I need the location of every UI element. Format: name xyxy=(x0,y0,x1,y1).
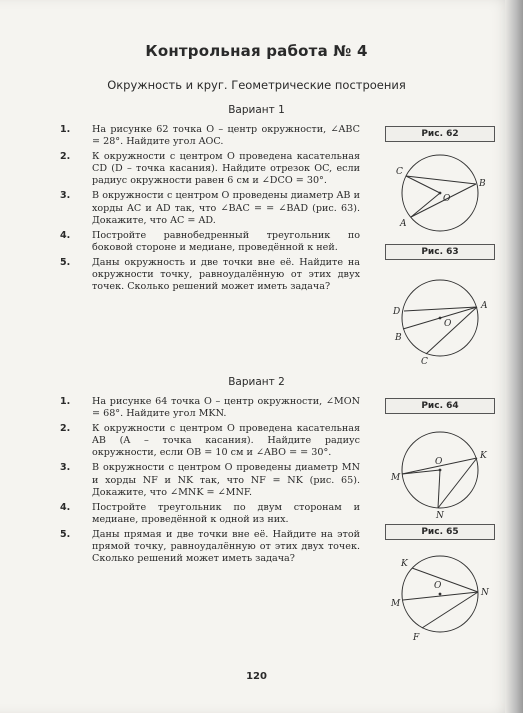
figure-65-drawing xyxy=(385,542,495,646)
chord-ac xyxy=(426,307,477,354)
chord-cb xyxy=(406,176,476,184)
point-label: B xyxy=(479,179,486,189)
problem-item xyxy=(60,124,360,148)
problem-text: Даны прямая и две точки вне её. Найдите на этой прямой точку, равноудалённую от этих двух точек. Сколько решений может иметь задача? xyxy=(92,528,360,565)
figure-63-drawing xyxy=(385,262,495,366)
variant-2-heading: Вариант 2 xyxy=(228,376,285,388)
point-label: C xyxy=(421,357,428,366)
page-edge-shadow xyxy=(505,0,523,713)
point-label: F xyxy=(413,633,420,643)
problem-text: На рисунке 64 точка O – центр окружности, ∠MON = 68°. Найдите угол MKN. xyxy=(92,396,360,420)
problem-number: 1. xyxy=(60,396,71,407)
point-label: O xyxy=(444,319,452,329)
problem-item xyxy=(60,396,360,420)
problem-item xyxy=(60,257,360,293)
problem-text: На рисунке 62 точка O – центр окружности, ∠ABC = 28°. Найдите угол AOC. xyxy=(92,124,360,148)
problem-number: 5. xyxy=(60,256,71,268)
figure-label: Рис. 62 xyxy=(385,126,495,142)
figure-62 xyxy=(385,126,495,236)
problem-text: Постройте равнобедренный треугольник по боковой стороне и медиане, проведённой к ней. xyxy=(92,229,360,253)
point-label: O xyxy=(443,194,451,204)
figure-label: Рис. 63 xyxy=(385,244,495,260)
problem-number: 4. xyxy=(60,229,71,241)
point-label: O xyxy=(434,581,442,591)
page-subtitle: Окружность и круг. Геометрические построения xyxy=(107,78,406,92)
figure-64-drawing xyxy=(385,416,495,520)
center-point xyxy=(439,593,442,596)
problem-number: 3. xyxy=(60,462,71,474)
figure-64 xyxy=(385,398,495,520)
point-label: C xyxy=(396,167,403,177)
center-point xyxy=(439,469,442,472)
point-label: N xyxy=(436,511,444,520)
problem-text: В окружности с центром O проведены диаметр MN и хорды NF и NK так, что NF = NK (рис. 65). Докажите, что ∠MNK = ∠MNF. xyxy=(92,462,360,498)
problem-number: 1. xyxy=(60,124,71,135)
problem-text: В окружности с центром O проведены диаметр AB и хорды AC и AD так, что ∠BAC = = ∠BAD (рис. 63). Докажите, что AC = AD. xyxy=(92,190,360,226)
point-label: O xyxy=(435,457,443,467)
figure-label: Рис. 64 xyxy=(385,398,495,414)
center-point xyxy=(439,317,442,320)
point-label: B xyxy=(395,333,402,343)
problem-text: К окружности с центром O проведена касательная CD (D – точка касания). Найдите отрезок OC, если радиус окружности равен 6 см и ∠DCO = 30°. xyxy=(92,151,360,187)
point-label: M xyxy=(391,473,401,483)
variant-2-problems xyxy=(60,396,360,568)
problem-number: 3. xyxy=(60,190,71,202)
point-label: M xyxy=(391,599,401,609)
point-label: A xyxy=(400,219,407,229)
figure-63 xyxy=(385,244,495,366)
problem-item xyxy=(60,151,360,187)
figure-62-drawing xyxy=(385,144,495,236)
problem-number: 5. xyxy=(60,528,71,540)
radius-on xyxy=(438,470,440,508)
chord-nk xyxy=(412,568,478,592)
point-label: N xyxy=(481,588,489,598)
problem-text: Даны окружность и две точки вне её. Найдите на окружности точку, равноудалённую от этих двух точек. Сколько решений может иметь задача? xyxy=(92,256,360,293)
radius-om xyxy=(402,470,440,474)
problem-item xyxy=(60,462,360,498)
point-label: A xyxy=(481,301,488,311)
center-point xyxy=(439,192,442,195)
figure-label: Рис. 65 xyxy=(385,524,495,540)
problem-item xyxy=(60,423,360,459)
problem-number: 2. xyxy=(60,423,71,435)
point-label: D xyxy=(393,307,401,317)
problem-text: К окружности с центром O проведена касательная AB (A – точка касания). Найдите радиус окружности, если OB = 10 см и ∠ABO = = 30°. xyxy=(92,423,360,459)
point-label: K xyxy=(401,559,408,569)
page-title: Контрольная работа № 4 xyxy=(145,42,368,60)
problem-text: Постройте треугольник по двум сторонам и медиане, проведённой к одной из них. xyxy=(92,501,360,525)
radius-oc xyxy=(406,176,440,193)
problem-item xyxy=(60,230,360,254)
problem-number: 2. xyxy=(60,151,71,163)
page-number: 120 xyxy=(246,671,267,682)
variant-1-problems xyxy=(60,124,360,296)
problem-item xyxy=(60,190,360,226)
point-label: K xyxy=(480,451,487,461)
problem-item xyxy=(60,529,360,565)
variant-1-heading: Вариант 1 xyxy=(228,104,285,116)
problem-item xyxy=(60,502,360,526)
problem-number: 4. xyxy=(60,501,71,513)
figure-65 xyxy=(385,524,495,646)
